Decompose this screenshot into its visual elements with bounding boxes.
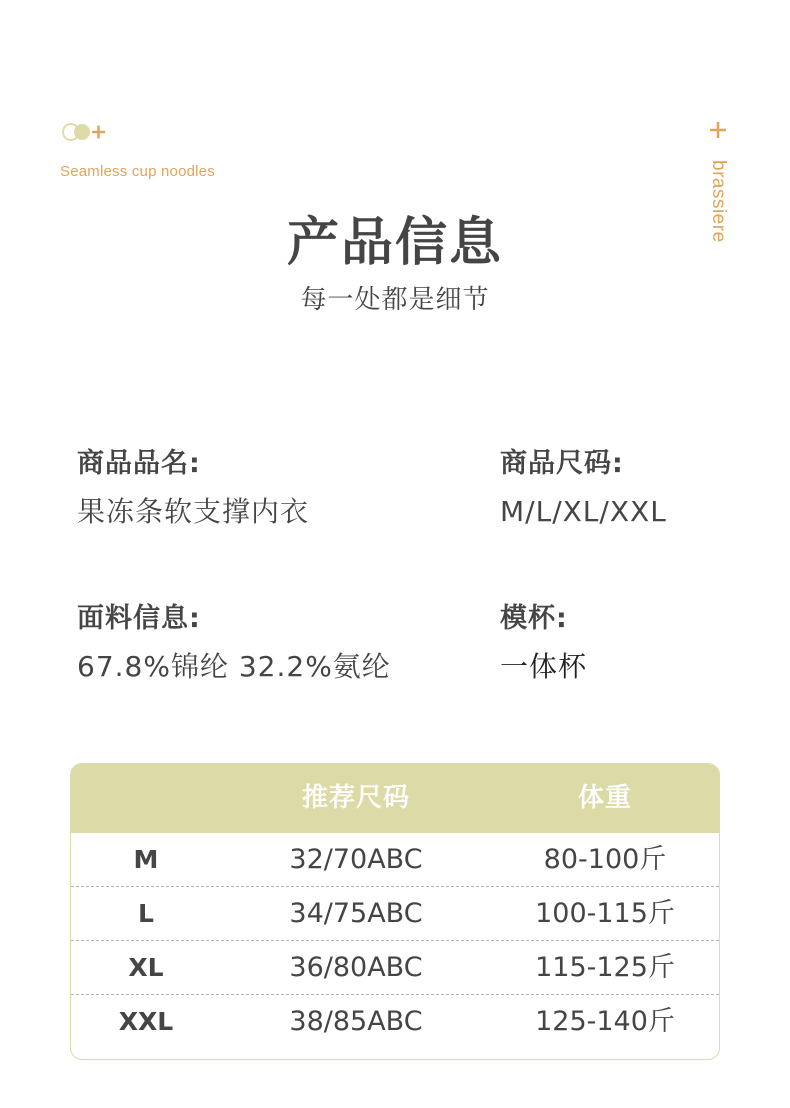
table-cell-size: XL xyxy=(128,953,164,982)
circles-plus-logo-icon xyxy=(61,121,109,143)
table-header-size xyxy=(71,764,221,833)
table-header xyxy=(71,764,719,833)
page-title: 产品信息 xyxy=(286,213,503,273)
table-row xyxy=(71,995,719,1048)
table-cell-weight: 125-140斤 xyxy=(535,1006,675,1037)
cup-type-value: 一体杯 xyxy=(500,650,588,683)
table-row xyxy=(71,941,719,995)
product-size-value: M/L/XL/XXL xyxy=(500,495,667,528)
cup-type-block xyxy=(500,602,587,685)
table-cell-recommended-size: 38/85ABC xyxy=(289,1006,423,1037)
product-name-label: 商品品名: xyxy=(77,448,201,479)
table-cell-recommended-size: 34/75ABC xyxy=(289,898,423,929)
fabric-info-value: 67.8%锦纶 32.2%氨纶 xyxy=(77,650,391,683)
table-cell-recommended-size: 36/80ABC xyxy=(289,952,423,983)
table-cell-size: L xyxy=(138,899,154,928)
table-header-weight: 体重 xyxy=(577,783,632,813)
fabric-info-block xyxy=(77,602,391,685)
brand-tagline: Seamless cup noodles xyxy=(60,163,215,180)
table-header-recommended-size: 推荐尺码 xyxy=(301,783,410,813)
table-row xyxy=(71,887,719,941)
size-table xyxy=(70,763,720,1060)
cup-type-label: 模杯: xyxy=(500,603,568,634)
table-cell-size: XXL xyxy=(118,1007,174,1036)
table-cell-weight: 100-115斤 xyxy=(535,898,675,929)
fabric-info-label: 面料信息: xyxy=(77,603,201,634)
product-name-value: 果冻条软支撑内衣 xyxy=(77,495,310,528)
table-cell-weight: 80-100斤 xyxy=(543,844,667,875)
product-size-label: 商品尺码: xyxy=(500,448,624,479)
brand-side-text: brassiere xyxy=(708,160,729,243)
table-cell-size: M xyxy=(133,845,159,874)
table-cell-weight: 115-125斤 xyxy=(535,952,675,983)
page-subtitle: 每一处都是细节 xyxy=(300,285,490,315)
table-cell-recommended-size: 32/70ABC xyxy=(289,844,423,875)
plus-icon xyxy=(708,120,728,140)
product-size-block xyxy=(500,447,667,530)
table-row xyxy=(71,833,719,887)
product-name-block xyxy=(77,447,309,530)
